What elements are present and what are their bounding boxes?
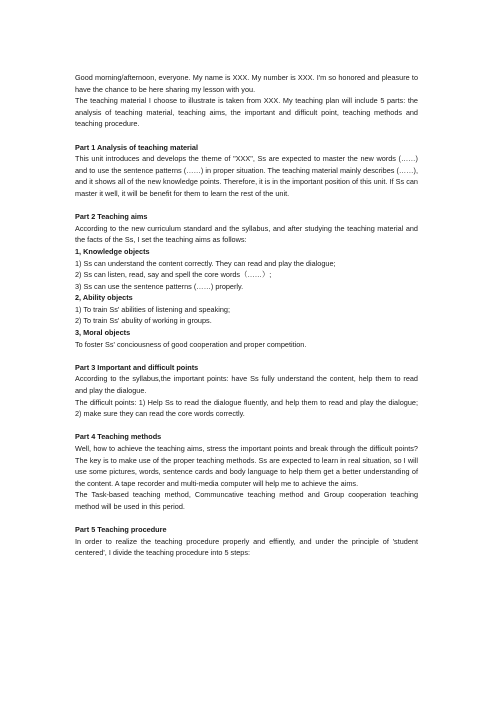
moral-objects-heading: 3, Moral objects (75, 328, 131, 338)
knowledge-item: 3) Ss can use the sentence patterns (……) properly. (75, 281, 244, 291)
spacer (75, 350, 418, 362)
part1-body: This unit introduces and develops the theme of "XXX", Ss are expected to master the new words (……) and to use the sentence patterns (……) in proper situation. The teaching material mainly describes (……), and it shows all of the new knowledge points. Therefore, it is in the important position of this unit. If Ss can master it well, it will be benefit for them to learn the rest of the unit. (75, 154, 418, 198)
part1-heading: Part 1 Analysis of teaching material (75, 142, 199, 152)
ability-objects-heading: 2, Ability objects (75, 293, 133, 303)
part2-heading: Part 2 Teaching aims (75, 212, 148, 222)
knowledge-item: 2) Ss can listen, read, say and spell the core words（……）; (75, 270, 272, 280)
spacer (75, 420, 418, 432)
intro-greeting: Good morning/afternoon, everyone. My name is XXX. My number is XXX. I'm so honored and pleasure to have the chance to be here sharing my lesson with you. (75, 73, 418, 94)
knowledge-item: 1) Ss can understand the content correctly. They can read and play the dialogue; (75, 258, 336, 268)
part2-intro: According to the new curriculum standard and the syllabus, and after studying the teaching material and the facts of the Ss, I set the teaching aims as follows: (75, 223, 418, 245)
part3-difficult-points: The difficult points: 1) Help Ss to read the dialogue fluently, and help them to read and play the dialogue; 2) make sure they can read the core words correctly. (75, 397, 418, 419)
part5-heading: Part 5 Teaching procedure (75, 525, 167, 535)
ability-item: 1) To train Ss' abilities of listening and speaking; (75, 304, 230, 314)
part3-heading: Part 3 Important and difficult points (75, 362, 199, 372)
ability-item: 2) To train Ss' abulity of working in groups. (75, 316, 212, 326)
moral-objects-text: To foster Ss' conciousness of good cooperation and proper competition. (75, 339, 307, 349)
part4-methods-list: The Task-based teaching method, Communcative teaching method and Group cooperation teaching method will be used in this period. (75, 490, 418, 511)
spacer (75, 130, 418, 142)
intro-overview: The teaching material I choose to illustrate is taken from XXX. My teaching plan will include 5 parts: the analysis of teaching material, teaching aims, the important and difficult point, teaching methods and teaching procedure. (75, 96, 418, 129)
document-body (75, 72, 418, 559)
spacer (75, 200, 418, 212)
knowledge-objects-heading: 1, Knowledge objects (75, 246, 150, 256)
part4-methods-body: Well, how to achieve the teaching aims, stress the important points and break through the difficult points? The key is to make use of the proper teaching methods. Ss are expected to learn in real situation, so I will use some pictures, words, sentence cards and body language to help them get a better understanding of the content. A tape recorder and multi-media computer will help me to achieve the aims. (75, 444, 418, 488)
part3-important-points: According to the syllabus,the important points: have Ss fully understand the content, help them to read and play the dialogue. (75, 374, 418, 396)
spacer (75, 513, 418, 525)
part4-heading: Part 4 Teaching methods (75, 432, 162, 442)
part5-body: In order to realize the teaching procedure properly and effiently, and under the principle of 'student centered', I divide the teaching procedure into 5 steps: (75, 536, 418, 558)
